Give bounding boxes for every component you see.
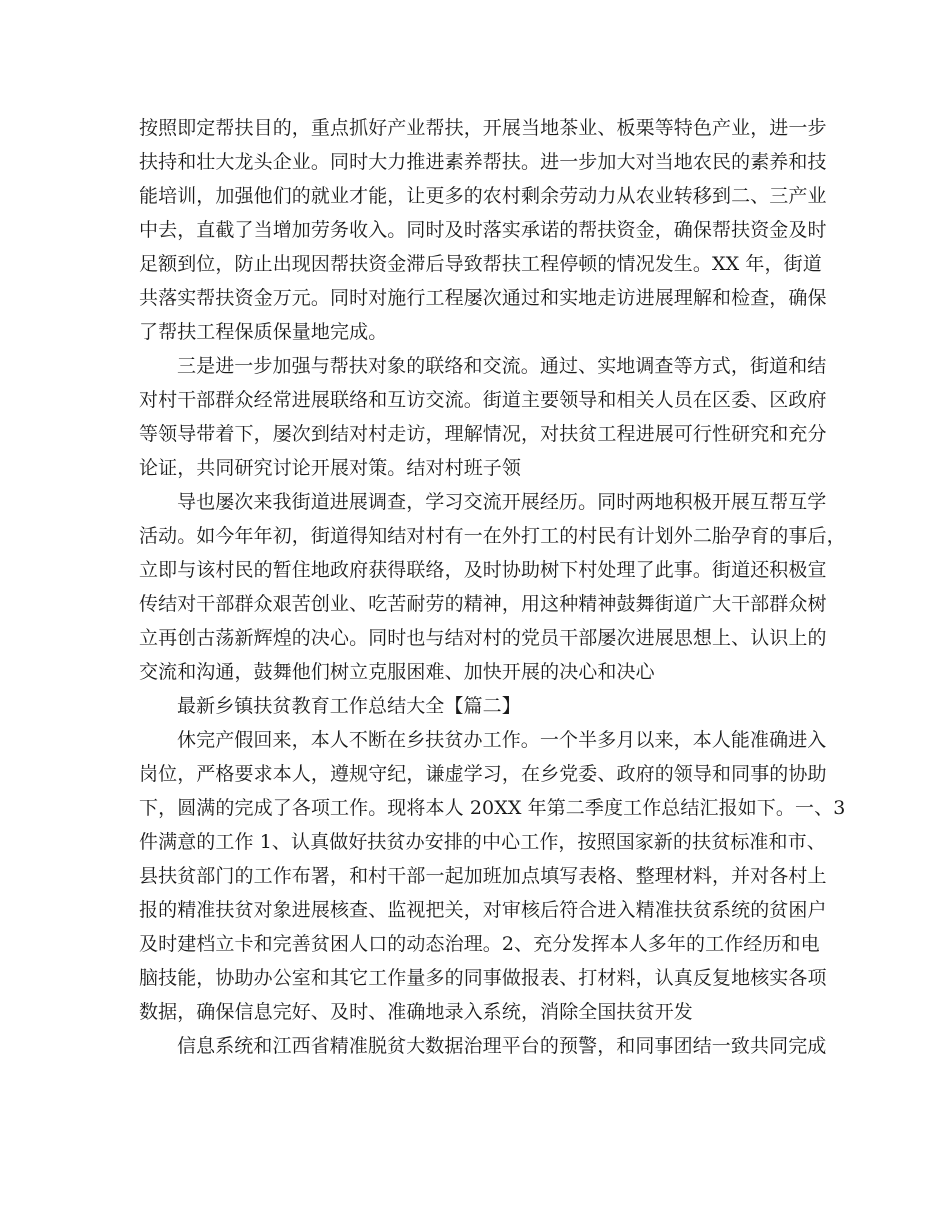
text-line: 立再创古荡新辉煌的决心。同时也与结对村的党员干部屡次进展思想上、认识上的	[139, 627, 827, 649]
text-line: 下，圆满的完成了各项工作。现将本人 20XX 年第二季度工作总结汇报如下。一、3	[139, 797, 846, 819]
text-line: 件满意的工作 1、认真做好扶贫办安排的中心工作，按照国家新的扶贫标准和市、	[139, 831, 826, 853]
text-line: 交流和沟通，鼓舞他们树立克服困难、加快开展的决心和决心	[139, 661, 655, 683]
text-line: 脑技能，协助办公室和其它工作量多的同事做报表、打材料，认真反复地核实各项	[139, 967, 827, 989]
text-line: 了帮扶工程保质保量地完成。	[139, 321, 388, 343]
text-line: 等领导带着下，屡次到结对村走访，理解情况，对扶贫工程进展可行性研究和充分	[139, 423, 827, 445]
text-line: 足额到位，防止出现因帮扶资金滞后导致帮扶工程停顿的情况发生。XX 年，街道	[139, 253, 822, 275]
text-line: 对村干部群众经常进展联络和互访交流。街道主要领导和相关人员在区委、区政府	[139, 389, 827, 411]
text-line: 传结对干部群众艰苦创业、吃苦耐劳的精神，用这种精神鼓舞街道广大干部群众树	[139, 593, 827, 615]
text-line: 按照即定帮扶目的，重点抓好产业帮扶，开展当地茶业、板栗等特色产业，进一步	[139, 117, 827, 139]
text-line: 中去，直截了当增加劳务收入。同时及时落实承诺的帮扶资金，确保帮扶资金及时	[139, 219, 827, 241]
section-heading: 最新乡镇扶贫教育工作总结大全【篇二】	[177, 695, 521, 717]
text-line: 论证，共同研究讨论开展对策。结对村班子领	[139, 457, 522, 479]
paragraph-first-line: 信息系统和江西省精准脱贫大数据治理平台的预警，和同事团结一致共同完成	[177, 1035, 827, 1057]
text-line: 报的精准扶贫对象进展核查、监视把关，对审核后符合进入精准扶贫系统的贫困户	[139, 899, 827, 921]
paragraph-first-line: 导也屡次来我街道进展调查，学习交流开展经历。同时两地积极开展互帮互学	[177, 491, 827, 513]
text-line: 县扶贫部门的工作布署，和村干部一起加班加点填写表格、整理材料，并对各村上	[139, 865, 827, 887]
text-line: 及时建档立卡和完善贫困人口的动态治理。2、充分发挥本人多年的工作经历和电	[139, 933, 820, 955]
text-line: 立即与该村民的暂住地政府获得联络，及时协助树下村处理了此事。街道还积极宣	[139, 559, 827, 581]
paragraph-first-line: 休完产假回来，本人不断在乡扶贫办工作。一个半多月以来，本人能准确进入	[177, 729, 827, 751]
text-line: 共落实帮扶资金万元。同时对施行工程屡次通过和实地走访进展理解和检查，确保	[139, 287, 827, 309]
text-line: 扶持和壮大龙头企业。同时大力推进素养帮扶。进一步加大对当地农民的素养和技	[139, 151, 827, 173]
paragraph-first-line: 三是进一步加强与帮扶对象的联络和交流。通过、实地调查等方式，街道和结	[177, 355, 827, 377]
text-line: 数据，确保信息完好、及时、准确地录入系统，消除全国扶贫开发	[139, 1001, 693, 1023]
text-line: 活动。如今年年初，街道得知结对村有一在外打工的村民有计划外二胎孕育的事后，	[139, 525, 846, 547]
text-line: 能培训，加强他们的就业才能，让更多的农村剩余劳动力从农业转移到二、三产业	[139, 185, 827, 207]
text-line: 岗位，严格要求本人，遵规守纪，谦虚学习，在乡党委、政府的领导和同事的协助	[139, 763, 827, 785]
